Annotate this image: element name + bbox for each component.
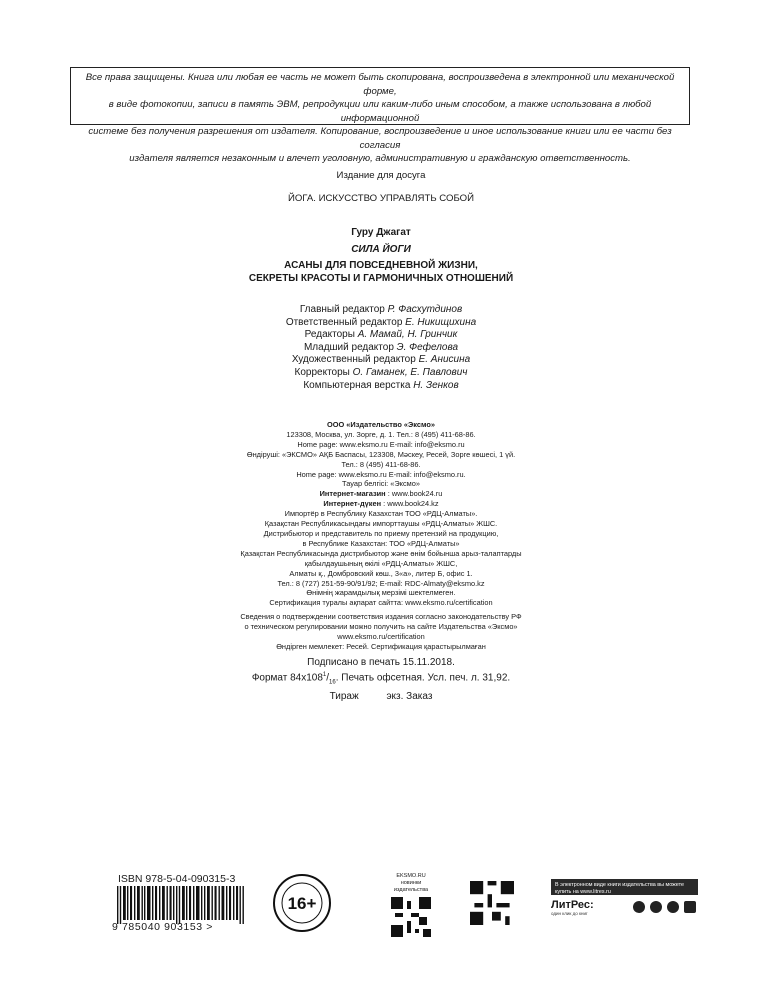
apple-icon [633, 901, 645, 913]
copyright-line: Все права защищены. Книга или любая ее часть не может быть скопирована, воспроизведена в электронной или механической форме, [85, 72, 675, 97]
format-numerator: 1 [322, 672, 327, 679]
copyright-line: в виде фотокопии, записи в память ЭВМ, репродукции или каким-либо иным способом, а также использована в любой информационной [108, 99, 652, 124]
litres-tagline: один клик до книг [551, 911, 588, 916]
format-denominator: 16 [329, 679, 336, 686]
credit-name: Р. Фасхутдинов [387, 304, 463, 315]
windows-icon [684, 901, 696, 913]
imprint-line: в Республике Казахстан: ТОО «РДЦ-Алматы» [302, 538, 460, 548]
shop-label: Интернет-магазин [319, 489, 386, 499]
litres-logo: ЛитРес: [551, 899, 594, 911]
imprint-line: Тел.: 8 (495) 411-68-86. [341, 459, 421, 469]
series-title: ЙОГА. ИСКУССТВО УПРАВЛЯТЬ СОБОЙ [287, 193, 475, 204]
imprint-line: Home page: www.eksmo.ru E-mail: info@eksmo.ru [297, 439, 465, 449]
credit-role: Младший редактор [303, 341, 394, 353]
imprint-line: Алматы қ., Домбровский көш., 3«а», литер Б, офис 1. [289, 568, 473, 578]
credit-role: Компьютерная верстка [303, 379, 411, 391]
credit-name: Е. Анисина [418, 354, 471, 366]
browser-icon [667, 901, 679, 913]
credit-name: Э. Фефелова [396, 341, 459, 353]
qr-code-image [470, 881, 514, 925]
shop-url: : www.book24.kz [381, 499, 439, 509]
book-title: СИЛА ЙОГИ [351, 244, 411, 255]
qr-code-image [391, 897, 431, 937]
imprint-line: Дистрибьютор и представитель по приему претензий на продукцию, [263, 528, 499, 538]
credit-role: Художественный редактор [291, 354, 416, 366]
credit-role: Ответственный редактор [285, 316, 403, 328]
book-subtitle [0, 259, 762, 285]
credit-line [0, 342, 762, 355]
credit-name: А. Мамай, Н. Гринчик [357, 329, 458, 341]
credit-line [0, 354, 762, 367]
litres-banner-text: В электронном виде книги издательства вы можете купить на www.litres.ru [551, 879, 698, 895]
imprint-line: Өндірген мемлекет: Ресей. Сертификация қарастырылмаған [276, 641, 486, 651]
credit-role: Корректоры [294, 366, 350, 378]
subtitle-line: АСАНЫ ДЛЯ ПОВСЕДНЕВНОЙ ЖИЗНИ, [284, 260, 478, 271]
imprint-line: Қазақстан Республикасында дистрибьютор және өнім бойынша арыз-талаптарды [240, 548, 522, 558]
imprint-line: Тел.: 8 (727) 251-59-90/91/92; E-mail: RDC-Almaty@eksmo.kz [277, 578, 485, 588]
credit-line [0, 329, 762, 342]
signed-date: Подписано в печать 15.11.2018. [307, 657, 455, 668]
barcode-image [117, 886, 245, 924]
platform-icons [633, 901, 696, 913]
credit-role: Редакторы [304, 329, 355, 341]
copyright-line: издателя является незаконным и влечет уголовную, административную и гражданскую ответственность. [129, 153, 631, 164]
isbn: ISBN 978-5-04-090315-3 [118, 873, 236, 885]
credit-name: Е. Никищихина [405, 316, 477, 328]
imprint-line: Қазақстан Республикасындағы импорттаушы «РДЦ-Алматы» ЖШС. [264, 519, 498, 529]
litres-banner [551, 879, 698, 928]
imprint-line: Импортёр в Республику Казахстан ТОО «РДЦ-Алматы». [284, 509, 478, 519]
imprint-line: Өндіруші: «ЭКСМО» АҚБ Баспасы, 123308, Мәскеу, Ресей, Зорге көшесі, 1 үй. [246, 449, 516, 459]
qr-site-label: EKSMO.RU [396, 873, 426, 879]
author: Гуру Джагат [351, 227, 411, 238]
publisher-imprint [0, 420, 762, 652]
copyright-notice-box [70, 67, 690, 164]
credit-line [0, 380, 762, 393]
credit-name: Н. Зенков [413, 379, 459, 391]
online-shop-ru [0, 489, 762, 499]
imprint-line: Сертификация туралы ақпарат сайтта: www.eksmo.ru/certification [269, 598, 493, 608]
shop-url: : www.book24.ru [385, 489, 443, 499]
book24-qr [470, 873, 514, 925]
subtitle-line: СЕКРЕТЫ КРАСОТЫ И ГАРМОНИЧНЫХ ОТНОШЕНИЙ [248, 273, 514, 284]
qr-caption: новинки издательства [393, 880, 429, 893]
imprint-line: о техническом регулировании можно получить на сайте Издательства «Эксмо» [244, 622, 518, 632]
online-shop-kz [0, 499, 762, 509]
imprint-line: www.eksmo.ru/certification [337, 632, 425, 642]
imprint-line: Өнімнің жарамдылық мерзімі шектелмеген. [306, 588, 456, 598]
credit-line [0, 367, 762, 380]
eksmo-qr [383, 873, 439, 937]
credit-line [0, 317, 762, 330]
barcode-digits: 9 785040 903153 > [112, 921, 213, 933]
imprint-line: Home page: www.eksmo.ru E-mail: info@eksmo.ru. [296, 469, 466, 479]
publisher-name: ООО «Издательство «Эксмо» [327, 420, 435, 429]
credit-name: О. Гаманек, Е. Павлович [352, 366, 468, 378]
format-suffix: . Печать офсетная. Усл. печ. л. 31,92. [335, 672, 511, 684]
format-prefix: Формат 84x108 [251, 672, 323, 684]
print-details [0, 656, 762, 704]
editorial-credits [0, 304, 762, 392]
imprint-line: Сведения о подтверждении соответствия издания согласно законодательству РФ [240, 612, 522, 622]
imprint-line: қабылдаушының өкілі «РДЦ-Алматы» ЖШС, [304, 558, 458, 568]
age-rating-badge [272, 873, 332, 933]
imprint-line: Тауар белгісі: «Эксмо» [342, 479, 420, 489]
shop-label: Интернет-дүкен [323, 499, 382, 509]
copyright-line: системе без получения разрешения от издателя. Копирование, воспроизведение и иное использование книги или ее части без согласия [88, 126, 672, 151]
credit-line [0, 304, 762, 317]
age-rating: 16+ [287, 894, 317, 913]
imprint-line: 123308, Москва, ул. Зорге, д. 1. Тел.: 8 (495) 411-68-86. [286, 429, 476, 439]
format-line: Формат $84x108^1/_{16}$. Печать офсетная. Усл. печ. л. 31,92. [251, 672, 511, 686]
credit-role: Главный редактор [299, 304, 385, 315]
print-run: Тираж экз. Заказ [329, 691, 433, 703]
edition-type: Издание для досуга [336, 170, 426, 181]
android-icon [650, 901, 662, 913]
